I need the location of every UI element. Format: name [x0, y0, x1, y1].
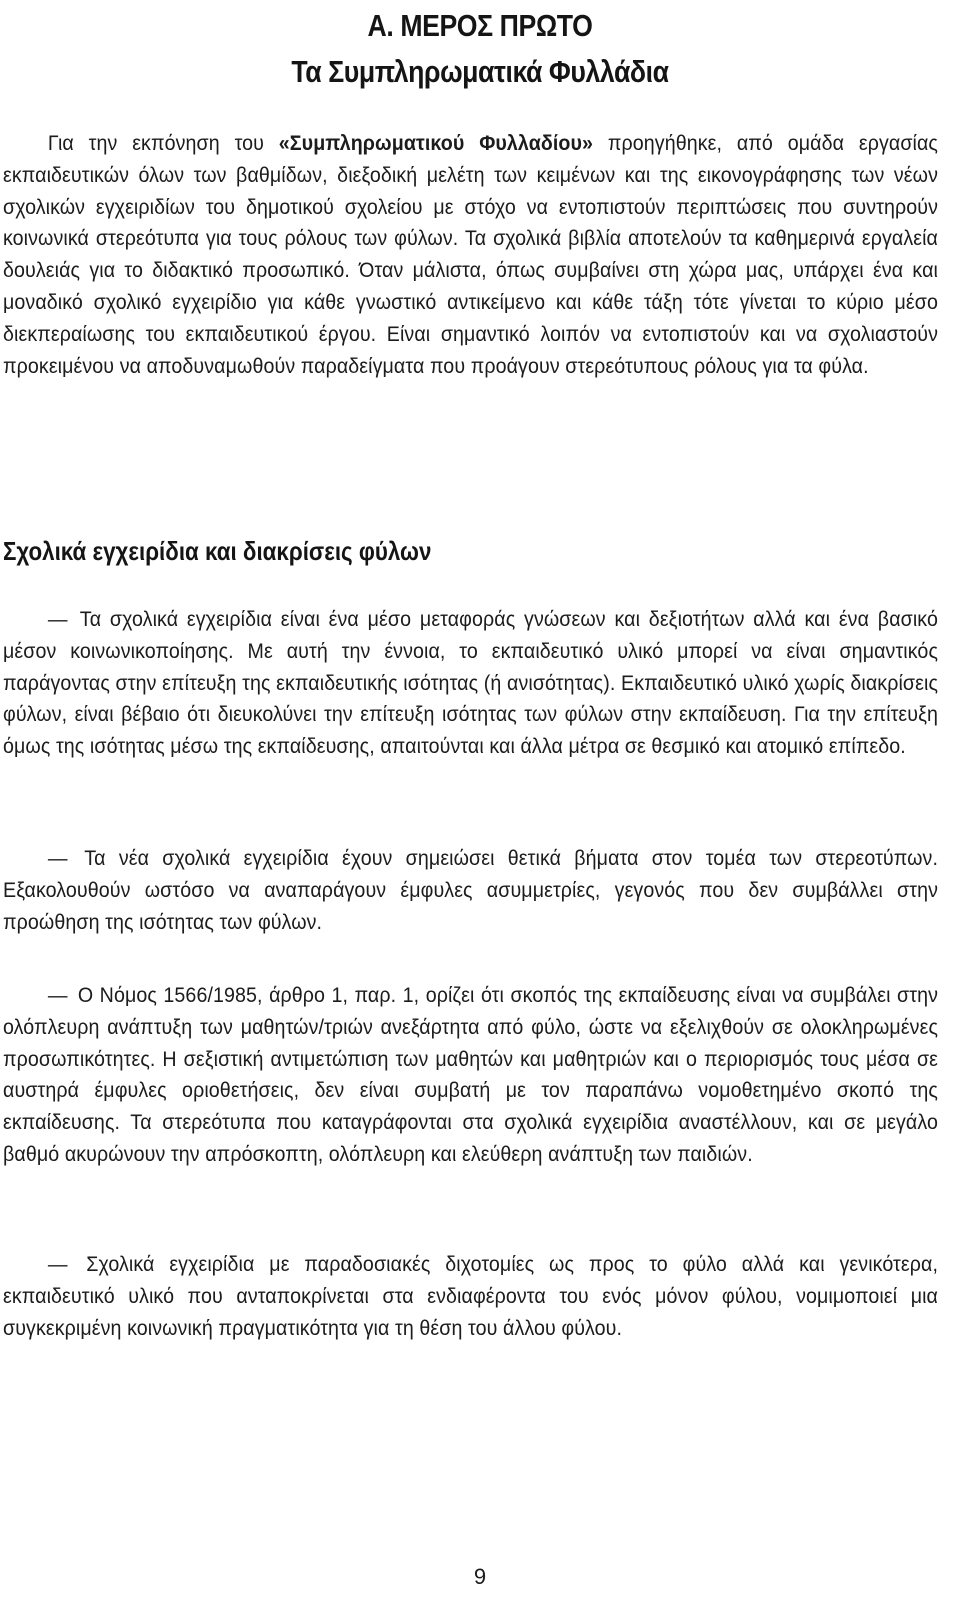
section-paragraph — [3, 980, 938, 1171]
section-heading: Σχολικά εγχειρίδια και διακρίσεις φύλων — [3, 536, 432, 566]
paragraph-text: Τα σχολικά εγχειρίδια είναι ένα μέσο μεταφοράς γνώσεων και δεξιοτήτων αλλά και ένα βασικό μέσον κοινωνικοποίησης. Με αυτή την έννοια, το εκπαιδευτικό υλικό μπορεί να είναι σημαντικός παράγοντας στην επίτευξη της εκπαιδευτικής ισότητας (ή ανισότητας). Εκπαιδευτικό υλικό χωρίς διακρίσεις φύλων, είναι βέβαιο ότι διευκολύνει την επίτευξη ισότητας των φύλων στην εκπαίδευση. Για την επίτευξη όμως της ισότητας μέσω της εκπαίδευσης, απαιτούνται και άλλα μέτρα σε θεσμικό και ατομικό επίπεδο. — [3, 608, 939, 759]
paragraph-dash: — — [47, 608, 68, 631]
paragraph-dash: — — [47, 984, 68, 1007]
booklet-name-emphasis: «Συμπληρωματικού Φυλλαδίου» — [278, 132, 594, 155]
section-paragraph — [3, 604, 938, 763]
paragraph-text: Ο Νόμος 1566/1985, άρθρο 1, παρ. 1, ορίζει ότι σκοπός της εκπαίδευσης είναι να συμβάλει στην ολόπλευρη ανάπτυξη των μαθητών/τριών ανεξάρτητα από φύλο, ώστε να εξελιχθούν σε ολοκληρωμένες προσωπικότητες. Η σεξιστική αντιμετώπιση των μαθητών και μαθητριών και ο περιορισμός τους μέσα σε αυστηρά έμφυλες οριοθετήσεις, δεν είναι συμβατή με τον παραπάνω νομοθετημένο σκοπό της εκπαίδευσης. Τα στερεότυπα που καταγράφονται στα σχολικά εγχειρίδια αναστέλλουν, και σε μεγάλο βαθμό ακυρώνουν την απρόσκοπτη, ολόπλευρη και ελεύθερη ανάπτυξη των παιδιών. — [3, 984, 938, 1166]
part-title: Α. ΜΕΡΟΣ ΠΡΩΤΟ — [367, 8, 593, 43]
section-paragraph — [3, 1249, 938, 1344]
chapter-title: Τα Συμπληρωματικά Φυλλάδια — [291, 54, 669, 89]
paragraph-dash: — — [47, 1253, 68, 1276]
section-paragraph — [3, 843, 938, 938]
paragraph-text: Τα νέα σχολικά εγχειρίδια έχουν σημειώσει θετικά βήματα στον τομέα των στερεοτύπων. Εξακολουθούν ωστόσο να αναπαράγουν έμφυλες ασυμμετρίες, γεγονός που δεν συμβάλλει στην προώθηση της ισότητας των φύλων. — [3, 847, 938, 934]
paragraph-dash: — — [47, 847, 68, 870]
intro-body-text: προηγήθηκε, από ομάδα εργασίας εκπαιδευτικών όλων των βαθμίδων, διεξοδική μελέτη των κειμένων και της εικονογράφησης των νέων σχολικών εγχειριδίων του δημοτικού σχολείου με στόχο να εντοπιστούν περιπτώσεις που συντηρούν κοινωνικά στερεότυπα για τους ρόλους των φύλων. Τα σχολικά βιβλία αποτελούν τα καθημερινά εργαλεία δουλειάς για το διδακτικό προσωπικό. Όταν μάλιστα, όπως συμβαίνει στη χώρα μας, υπάρχει ένα και μοναδικό σχολικό εγχειρίδιο για κάθε γνωστικό αντικείμενο και κάθε τάξη τότε γίνεται το κύριο μέσο διεκπεραίωσης του εκπαιδευτικού έργου. Είναι σημαντικό λοιπόν να εντοπιστούν και να σχολιαστούν προκειμένου να αποδυναμωθούν παραδείγματα που προάγουν στερεότυπους ρόλους για τα φύλα. — [3, 132, 938, 378]
paragraph-text: Σχολικά εγχειρίδια με παραδοσιακές διχοτομίες ως προς το φύλο αλλά και γενικότερα, εκπαιδευτικό υλικό που ανταποκρίνεται στα ενδιαφέροντα του ενός μόνον φύλου, νομιμοποιεί μια συγκεκριμένη κοινωνική πραγματικότητα για τη θέση του άλλου φύλου. — [3, 1253, 939, 1340]
intro-paragraph — [3, 128, 938, 382]
page-number: 9 — [473, 1564, 487, 1589]
intro-lead-text: Για την εκπόνηση του — [47, 132, 279, 155]
page-title — [0, 0, 960, 95]
